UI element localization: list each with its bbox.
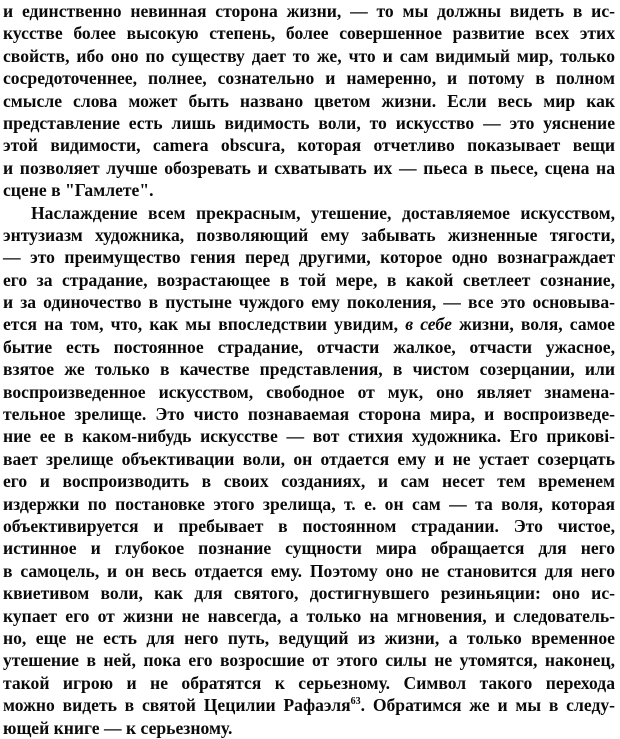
- text-line: [3, 246, 615, 268]
- text-segment: кусстве более высокую степень, более совершенное развитие всех этих: [3, 23, 615, 44]
- text-line: [3, 134, 615, 156]
- document-page: [3, 0, 615, 739]
- text-segment: его за страдание, возрастающее в той мере, в какой светлеет сознание,: [3, 269, 615, 290]
- text-segment: такой игрою и не обратятся к серьезному. Символ такого перехода: [3, 672, 615, 693]
- text-line: [3, 90, 615, 112]
- text-segment: сцене в "Гамлете".: [3, 180, 154, 201]
- text-segment: сосредоточеннее, полнее, сознательно и намеренно, и потому в полном: [3, 68, 615, 89]
- text-segment: вает зрелище объективации воли, он отдается ему и не устает созерцать: [3, 448, 615, 469]
- text-segment: Наслаждение всем прекрасным, утешение, доставляемое искусством,: [31, 202, 615, 223]
- text-segment: издержки по постановке этого зрелища, т. е. он сам — та воля, которая: [3, 493, 615, 514]
- text-line: [3, 470, 615, 492]
- text-line: [3, 537, 615, 559]
- text-segment: тельное зрелище. Это чисто познаваемая сторона мира, и воспроизведе-: [3, 404, 615, 425]
- text-segment: смысле слова может быть названо цветом жизни. Если весь мир как: [3, 90, 615, 111]
- text-line: [3, 448, 615, 470]
- text-segment: жизни, воля, самое: [451, 314, 615, 335]
- text-line: [3, 358, 615, 380]
- text-line: [3, 291, 615, 313]
- text-line: [3, 493, 615, 515]
- text-segment: и единственно невинная сторона жизни, — то мы должны видеть в ис-: [3, 1, 615, 21]
- text-segment: ющей книге — к серьезному.: [3, 717, 233, 738]
- paragraph: [3, 0, 615, 202]
- text-line: [3, 313, 615, 335]
- text-segment: бытие есть постоянное страдание, отчасти жалкое, отчасти ужасное,: [3, 336, 615, 357]
- text-line: [3, 694, 615, 716]
- text-line: [3, 45, 615, 67]
- text-line: [3, 202, 615, 224]
- text-segment: энтузиазм художника, позволяющий ему забывать жизненные тягости,: [3, 224, 615, 245]
- text-segment: купает его от жизни не навсегда, а только на мгновения, и следователь-: [3, 605, 615, 626]
- text-segment: утешение в ней, пока его возросшие от этого силы не утомятся, наконец,: [3, 650, 615, 671]
- text-line: [3, 112, 615, 134]
- text-line: [3, 627, 615, 649]
- text-line: [3, 336, 615, 358]
- text-segment: ется на том, что, как мы впоследствии увидим,: [3, 314, 406, 335]
- text-segment: ние ее в каком-нибудь искусстве — вот стихия художника. Его прикові-: [3, 426, 615, 447]
- text-segment: истинное и глубокое познание сущности мира обращается для него: [3, 538, 615, 559]
- text-line: [3, 381, 615, 403]
- text-segment: этой видимости, camera obscura, которая отчетливо показывает вещи: [3, 135, 615, 156]
- text-line: [3, 582, 615, 604]
- text-segment: и за одиночество в пустыне чуждого ему поколения, — все это основыва-: [3, 292, 615, 313]
- text-line: [3, 605, 615, 627]
- text-line: [3, 269, 615, 291]
- text-line: [3, 22, 615, 44]
- text-segment: взятое же только в качестве представления, в чистом созерцании, или: [3, 359, 615, 380]
- text-line: [3, 515, 615, 537]
- text-line: [3, 649, 615, 671]
- text-line: [3, 179, 615, 201]
- text-segment: воспроизведенное искусством, свободное от мук, оно являет знамена-: [3, 381, 615, 402]
- text-segment: можно видеть в святой Цецилии Рафаэля: [3, 695, 351, 716]
- text-segment: квиетивом воли, как для святого, достигнувшего резиньяции: оно ис-: [3, 583, 615, 604]
- paragraph: [3, 202, 615, 739]
- text-line: [3, 403, 615, 425]
- text-segment: в самоцель, и он весь отдается ему. Поэтому оно не становится для него: [3, 560, 615, 581]
- text-segment: представление есть лишь видимость воли, то искусство — это уяснение: [3, 112, 615, 133]
- text-segment: его и воспроизводить в своих созданиях, и сам несет тем временем: [3, 471, 615, 492]
- text-line: [3, 67, 615, 89]
- text-segment: — это преимущество гения перед другими, которое одно вознаграждает: [3, 247, 615, 268]
- footnote-marker[interactable]: 63: [350, 696, 361, 708]
- text-line: [3, 717, 615, 739]
- text-line: [3, 0, 615, 22]
- text-segment: объективируется и пребывает в постоянном страдании. Это чистое,: [3, 515, 615, 536]
- text-line: [3, 224, 615, 246]
- text-segment: . Обратимся же и мы в следу-: [360, 695, 615, 716]
- text-line: [3, 425, 615, 447]
- text-segment: но, еще не есть для него путь, ведущий из жизни, а только временное: [3, 627, 615, 648]
- text-line: [3, 560, 615, 582]
- italic-text: в себе: [405, 314, 452, 335]
- text-segment: свойств, ибо оно по существу дает то же, что и сам видимый мир, только: [3, 45, 615, 66]
- text-segment: и позволяет лучше обозревать и схватывать их — пьеса в пьесе, сцена на: [3, 157, 615, 178]
- text-line: [3, 157, 615, 179]
